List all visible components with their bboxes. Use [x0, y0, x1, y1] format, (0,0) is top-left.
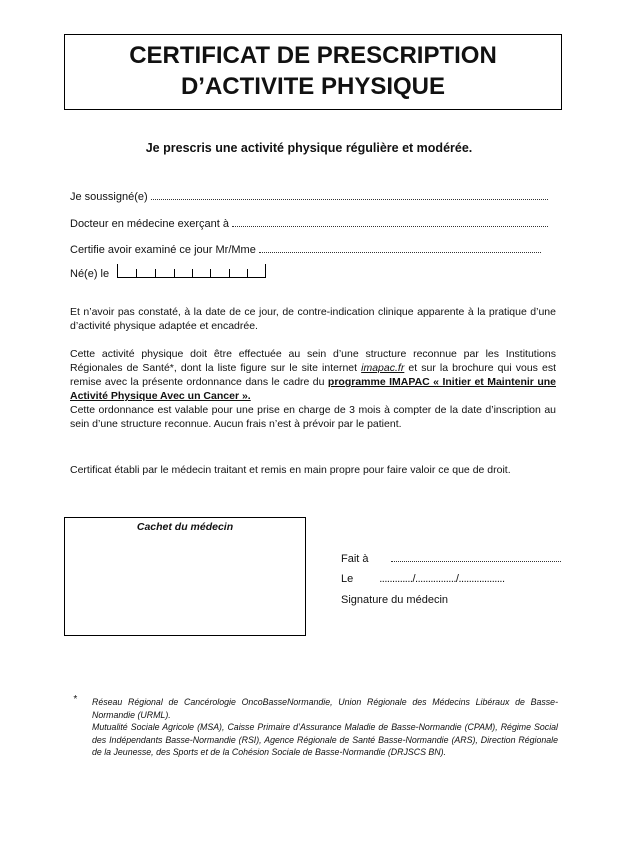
field-certifie-label: Certifie avoir examiné ce jour Mr/Mme: [70, 244, 256, 256]
stamp-label: Cachet du médecin: [136, 521, 234, 533]
paragraph-validity: Cette ordonnance est valable pour une prise en charge de 3 mois à compter de la date d’inscription au sein d’une structure reconnue. Aucun frais n’est à prévoir par le patient.: [70, 404, 556, 430]
stamp-box: [64, 517, 306, 636]
field-soussigne-label: Je soussigné(e): [70, 191, 148, 203]
page-title-line1: CERTIFICAT DE PRESCRIPTION: [129, 42, 497, 69]
field-soussigne-dots: [151, 190, 548, 200]
paragraph-structure-part1: Cette activité physique doit être effectuée au sein d’une structure reconnue par les Institutions Régionales de Santé*, dont la liste figure sur le site internet: [70, 348, 556, 374]
paragraph-structure: [70, 347, 556, 431]
field-docteur-dots: [232, 217, 548, 227]
date-label: Le: [341, 573, 354, 585]
paragraph-certificat: Certificat établi par le médecin traitant et remis en main propre pour faire valoir ce que de droit.: [70, 464, 511, 476]
footnote-line1: Réseau Régional de Cancérologie OncoBasseNormandie, Union Régionale des Médecins Libéraux de Basse-Normandie (URML).: [92, 697, 558, 720]
field-certifie-dots: [259, 243, 541, 253]
footnote-marker: *: [73, 694, 77, 705]
footnote-line2: Mutualité Sociale Agricole (MSA), Caisse Primaire d’Assurance Maladie de Basse-Normandie (CPAM), Régime Social des Indépendants Basse-Normandie (RSI), Agence Régionale de Santé Basse-Normandie (ARS), Direction Régionale de la Jeunesse, des Sports et de la Cohésion Sociale de Basse-Normandie (DRJSCS BN).: [92, 722, 558, 757]
program-name: programme IMAPAC « Initier et Maintenir une Activité Physique Avec un Cancer ».: [70, 376, 556, 402]
paragraph-structure-part2: et sur la brochure qui vous est remise avec la présente ordonnance dans le cadre du: [70, 362, 556, 388]
field-docteur-label: Docteur en médecine exerçant à: [70, 218, 229, 230]
date-field: [341, 573, 505, 585]
fait-a-label: Fait à: [341, 553, 369, 565]
imapac-link[interactable]: imapac.fr: [361, 362, 405, 374]
page-title-line2: D’ACTIVITE PHYSIQUE: [180, 73, 446, 100]
signature-label: Signature du médecin: [341, 594, 449, 606]
fait-a-dots: [391, 552, 561, 562]
birthdate-boxes: [117, 264, 266, 278]
date-pattern: ............./................/..................: [379, 573, 505, 585]
field-ne-label: Né(e) le: [70, 268, 110, 280]
title-box: [64, 34, 562, 110]
paragraph-contre-indication: Et n’avoir pas constaté, à la date de ce jour, de contre-indication clinique apparente à la pratique d’une d’activité physique adaptée et encadrée.: [70, 306, 556, 332]
field-docteur: [70, 217, 548, 230]
fait-a-field: [341, 552, 561, 565]
field-soussigne: [70, 190, 548, 203]
subtitle: Je prescris une activité physique régulière et modérée.: [145, 141, 473, 155]
field-certifie: [70, 243, 541, 256]
